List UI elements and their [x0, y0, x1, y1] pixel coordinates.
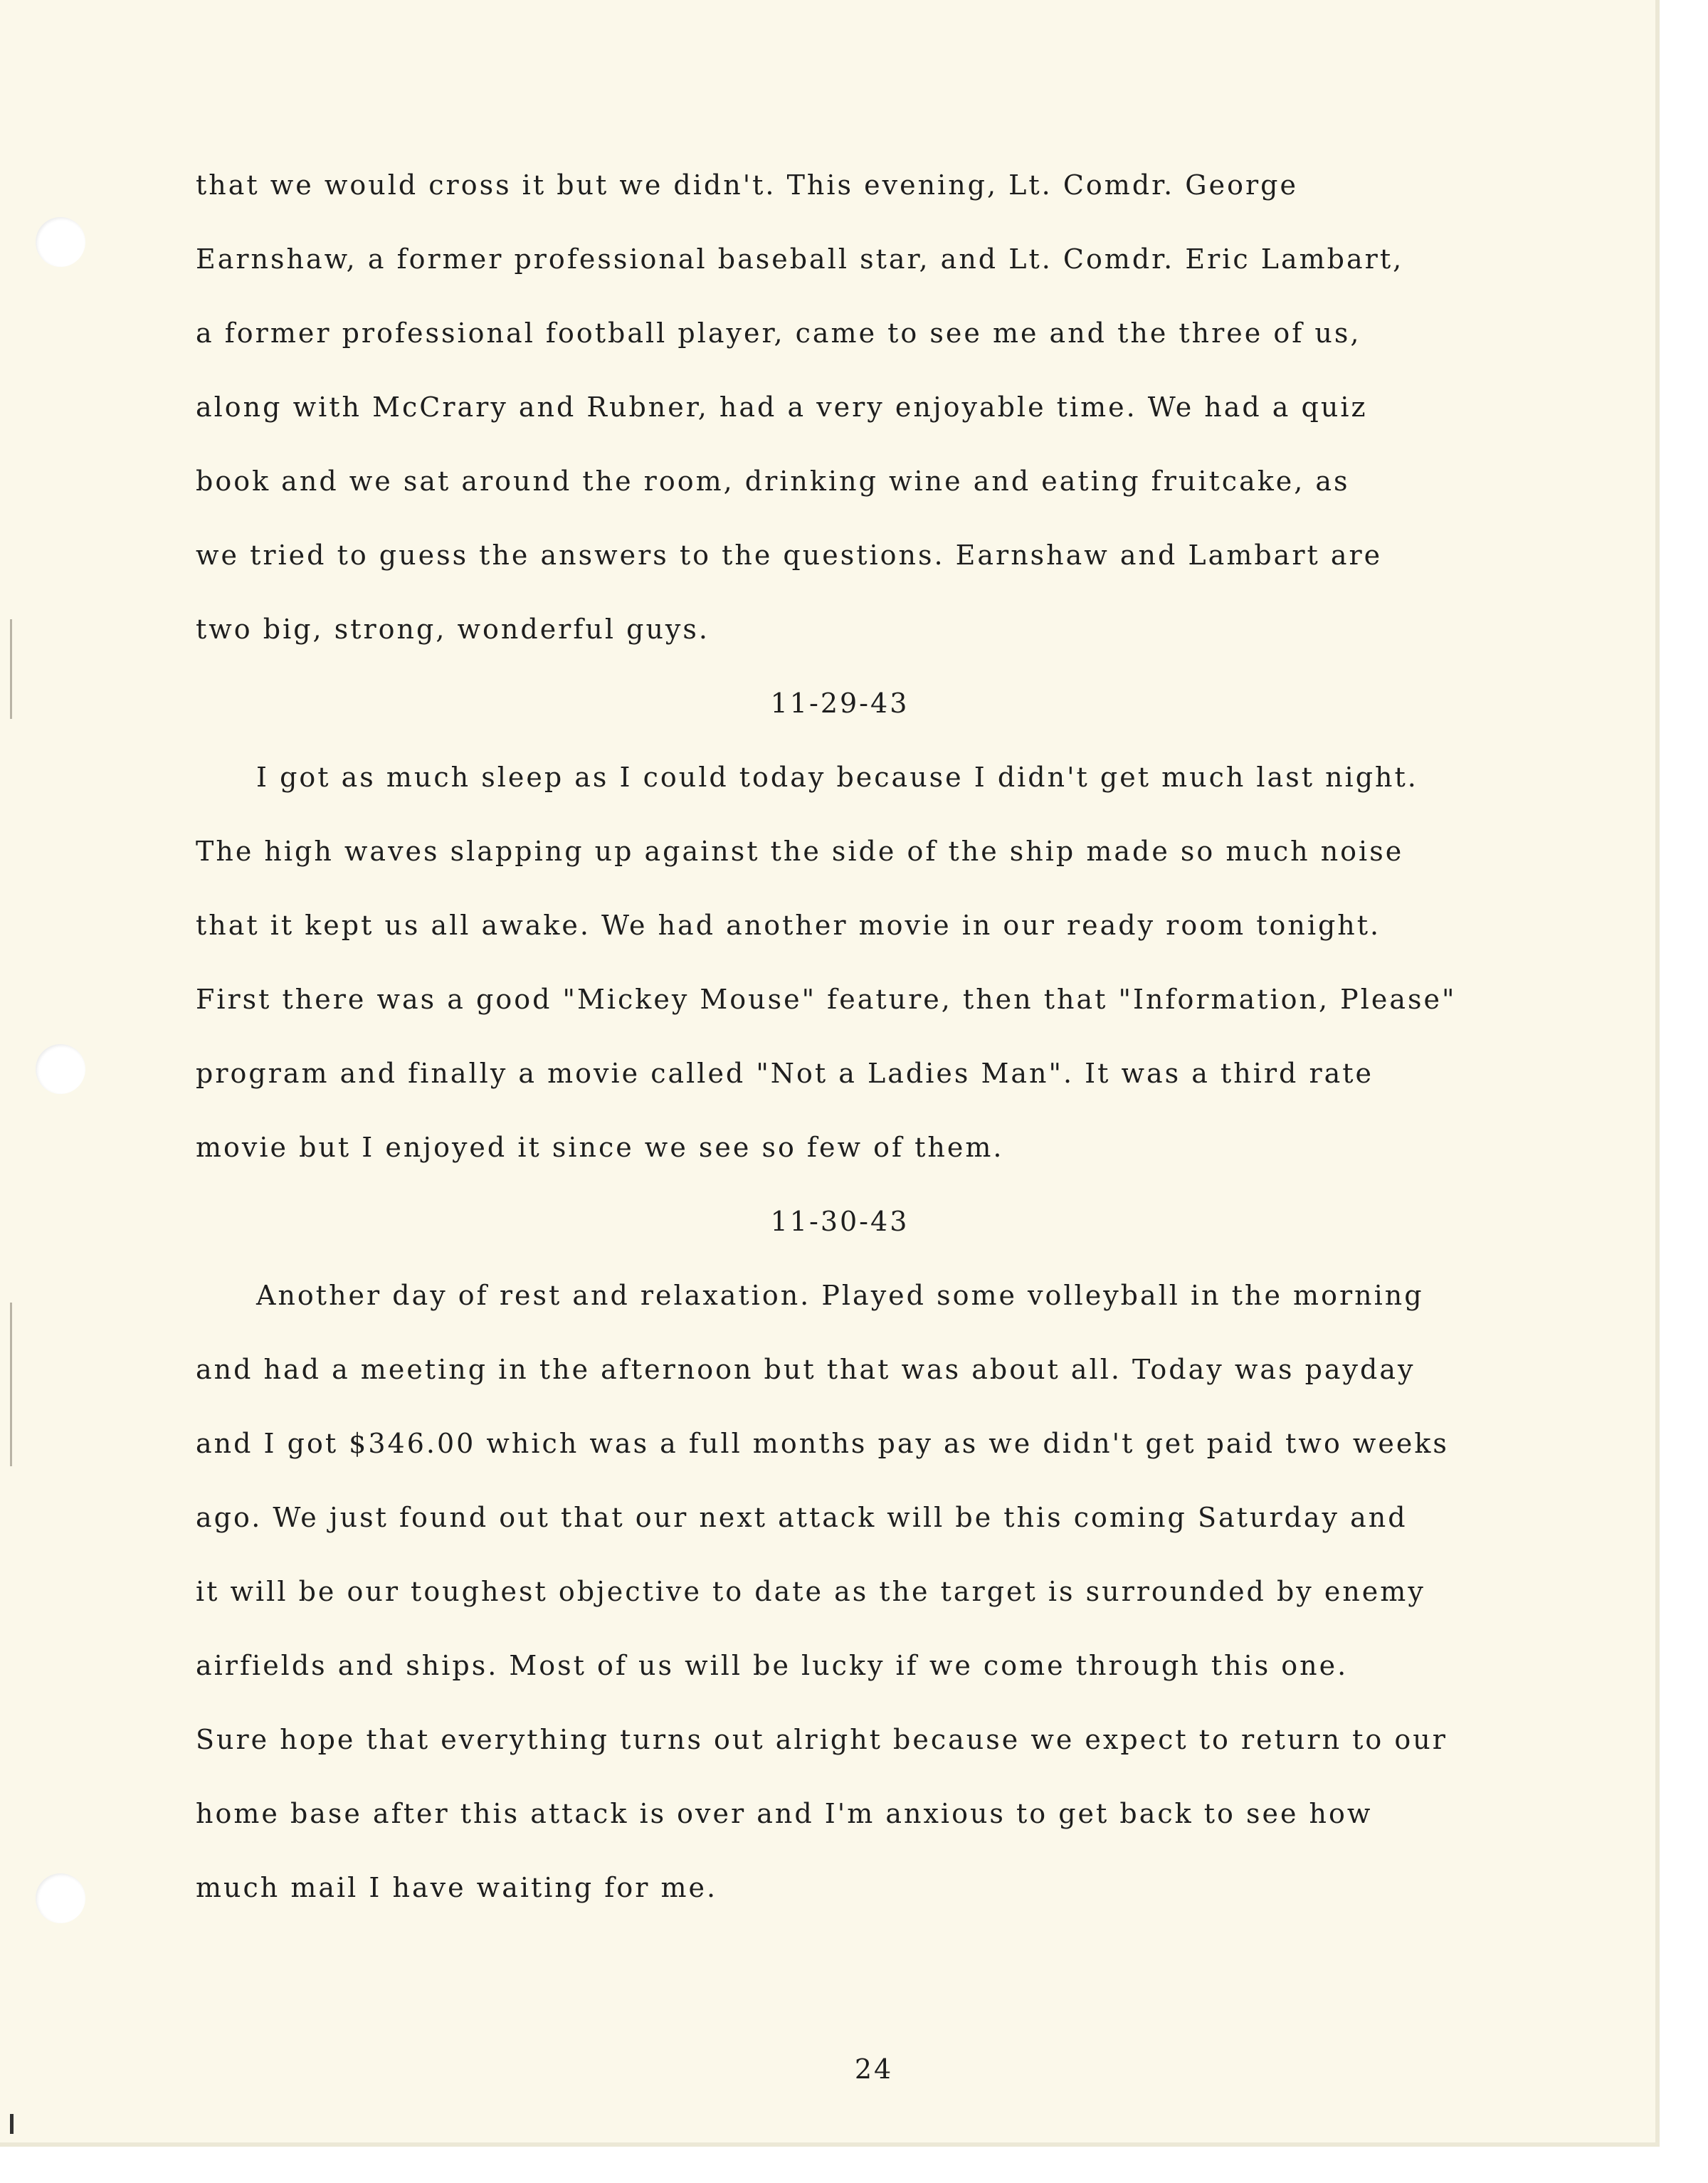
text-line: Earnshaw, a former professional baseball star, and Lt. Comdr. Eric Lambart,: [196, 243, 1404, 275]
margin-mark: [10, 619, 12, 719]
text-line: First there was a good "Mickey Mouse" feature, then that "Information, Please": [196, 984, 1457, 1015]
diary-text: [196, 160, 1534, 1937]
text-line: movie but I enjoyed it since we see so few of them.: [196, 1132, 1004, 1163]
binder-hole-top: [36, 217, 85, 267]
binder-hole-middle: [36, 1044, 85, 1094]
text-line: we tried to guess the answers to the questions. Earnshaw and Lambart are: [196, 540, 1383, 571]
margin-mark: [10, 2114, 14, 2134]
margin-mark: [10, 1303, 12, 1466]
text-line: a former professional football player, came to see me and the three of us,: [196, 317, 1361, 349]
text-line: two big, strong, wonderful guys.: [196, 614, 710, 645]
text-line: home base after this attack is over and I'm anxious to get back to see how: [196, 1798, 1373, 1829]
text-line: Another day of rest and relaxation. Played some volleyball in the morning: [256, 1280, 1424, 1311]
text-line: and had a meeting in the afternoon but that was about all. Today was payday: [196, 1354, 1416, 1385]
entry-date: 11-30-43: [770, 1206, 910, 1237]
text-line: that it kept us all awake. We had another movie in our ready room tonight.: [196, 910, 1381, 941]
text-line: airfields and ships. Most of us will be lucky if we come through this one.: [196, 1650, 1349, 1681]
text-line: along with McCrary and Rubner, had a very enjoyable time. We had a quiz: [196, 391, 1368, 423]
page-number: 24: [854, 2053, 894, 2085]
text-line: The high waves slapping up against the side of the ship made so much noise: [196, 836, 1404, 867]
text-line: book and we sat around the room, drinking wine and eating fruitcake, as: [196, 465, 1350, 497]
text-line: I got as much sleep as I could today because I didn't get much last night.: [256, 762, 1418, 793]
text-line: ago. We just found out that our next attack will be this coming Saturday and: [196, 1502, 1408, 1533]
text-line: program and finally a movie called "Not a Ladies Man". It was a third rate: [196, 1058, 1374, 1089]
text-line: it will be our toughest objective to date as the target is surrounded by enemy: [196, 1576, 1425, 1607]
text-line: and I got $346.00 which was a full months pay as we didn't get paid two weeks: [196, 1428, 1449, 1459]
text-line: much mail I have waiting for me.: [196, 1872, 718, 1903]
binder-hole-bottom: [36, 1873, 85, 1923]
text-line: that we would cross it but we didn't. This evening, Lt. Comdr. George: [196, 169, 1298, 201]
entry-date: 11-29-43: [770, 688, 910, 719]
text-line: Sure hope that everything turns out alright because we expect to return to our: [196, 1724, 1448, 1755]
